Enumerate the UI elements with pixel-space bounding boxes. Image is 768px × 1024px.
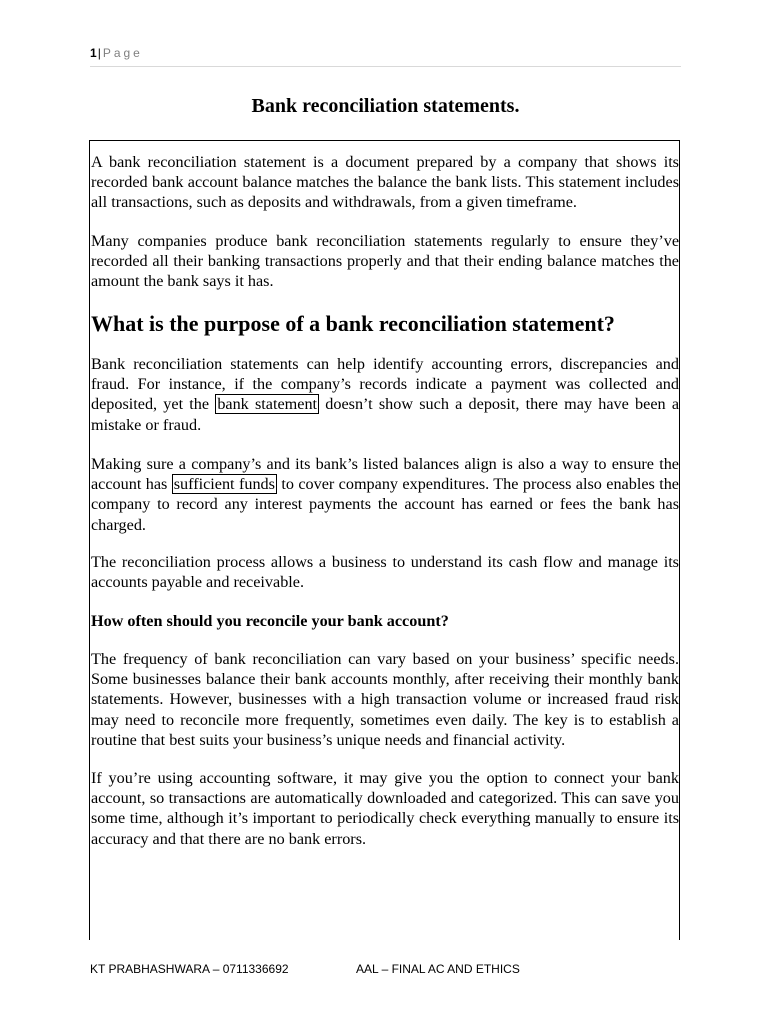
page-label: Page <box>102 46 143 60</box>
sufficient-funds-term: sufficient funds <box>173 475 275 494</box>
document-title: Bank reconciliation statements. <box>251 95 520 117</box>
intro-paragraph-2: Many companies produce bank reconciliation statements regularly to ensure they’ve recorded all their banking transactions properly and that their ending balance matches the amount the bank says it has. <box>91 232 679 291</box>
purpose-paragraph-1-after: doesn’t show such a deposit, there may have been a mistake or fraud. <box>91 395 680 434</box>
page-separator: | <box>97 46 101 60</box>
intro-paragraph-1: A bank reconciliation statement is a document prepared by a company that shows its recorded bank account balance matches the balance the bank lists. This statement includes all transactions, such as deposits and withdrawals, from a given timeframe. <box>91 153 679 212</box>
purpose-paragraph-2 <box>91 454 679 535</box>
purpose-paragraph-1-before: Bank reconciliation statements can help identify accounting errors, discrepancies and fraud. For instance, if the company’s records indicate a payment was collected and deposited, yet the <box>91 355 679 414</box>
bank-statement-term: bank statement <box>217 395 318 414</box>
purpose-paragraph-2-before: Making sure a company’s and its bank’s listed balances align is also a way to ensure the account has <box>91 455 679 494</box>
footer-course: AAL – FINAL AC AND ETHICS <box>356 962 520 976</box>
purpose-paragraph-2-after: to cover company expenditures. The process also enables the company to record any interest payments the account has earned or fees the bank has charged. <box>91 475 679 534</box>
subheading: How often should you reconcile your bank account? <box>91 612 449 630</box>
purpose-paragraph-3: The reconciliation process allows a business to understand its cash flow and manage its accounts payable and receivable. <box>91 553 679 592</box>
frequency-paragraph-1: The frequency of bank reconciliation can vary based on your business’ specific needs. Some businesses balance their bank accounts monthly, after receiving their monthly bank statements. However, businesses with a high transaction volume or increased fraud risk may need to reconcile more frequently, sometimes even daily. The key is to establish a routine that best suits your business’s unique needs and financial activity. <box>91 650 679 749</box>
page-header <box>90 46 681 67</box>
purpose-paragraph-1 <box>91 354 679 435</box>
page-number: 1 <box>90 46 97 60</box>
footer-author: KT PRABHASHWARA – 0711336692 <box>90 962 289 976</box>
frequency-paragraph-2: If you’re using accounting software, it may give you the option to connect your bank account, so transactions are automatically downloaded and categorized. This can save you some time, although it’s important to periodically check everything manually to ensure its accuracy and that there are no bank errors. <box>91 769 679 848</box>
section-heading: What is the purpose of a bank reconciliation statement? <box>91 311 615 336</box>
